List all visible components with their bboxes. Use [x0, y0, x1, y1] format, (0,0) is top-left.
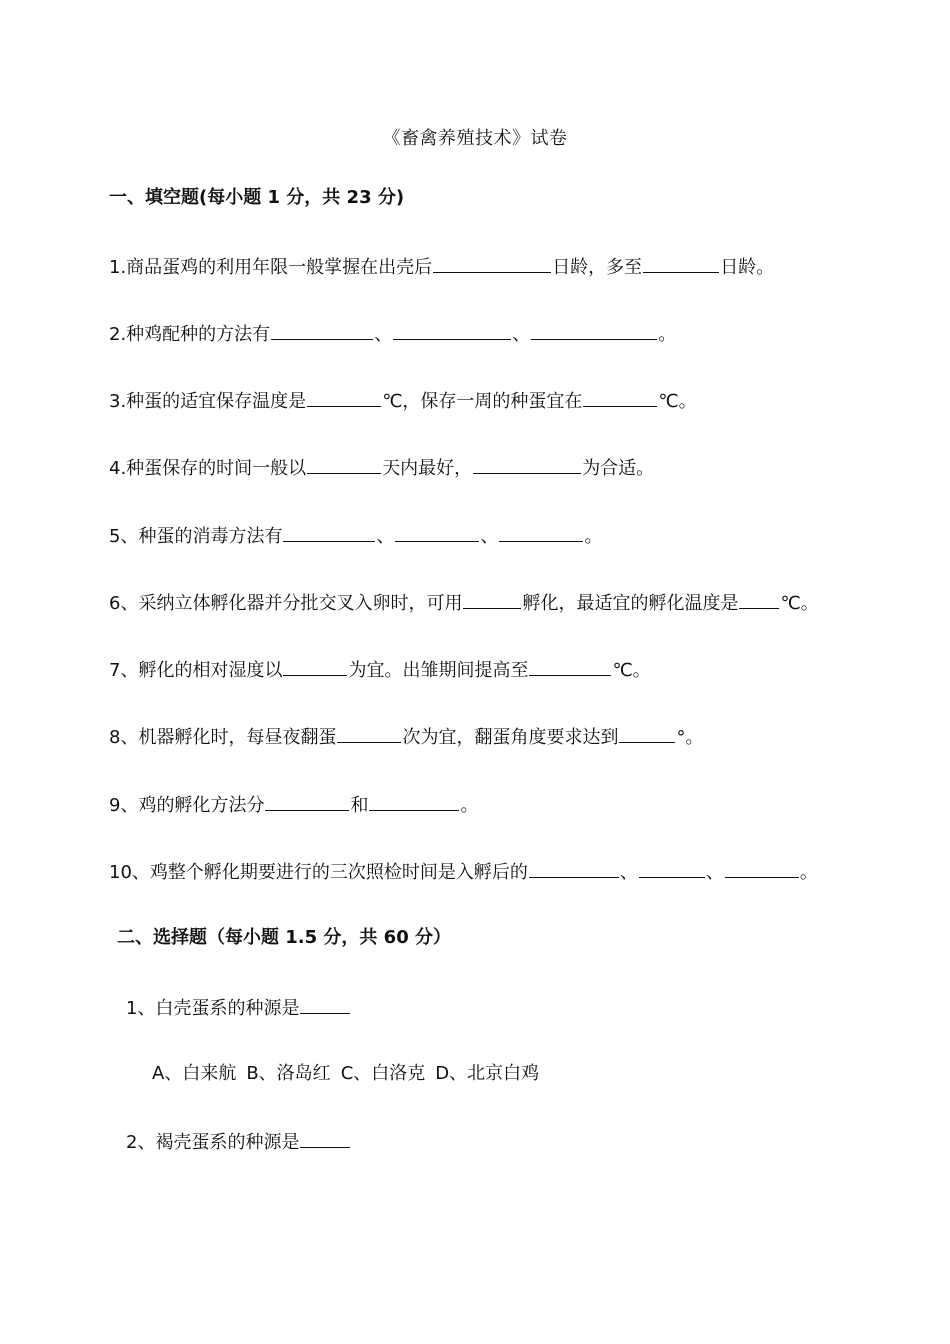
option-a[interactable]: A、白来航 [152, 1063, 237, 1084]
answer-blank[interactable] [300, 995, 350, 1014]
question-text: 和 [350, 795, 369, 816]
answer-blank[interactable] [337, 724, 401, 743]
question-text: 日龄，多至 [552, 257, 643, 278]
question-text: 6、采纳立体孵化器并分批交叉入卵时，可用 [109, 593, 463, 614]
option-b[interactable]: B、洛岛红 [246, 1063, 331, 1084]
question-text: ℃，保存一周的种蛋宜在 [382, 391, 583, 412]
answer-blank[interactable] [271, 321, 373, 340]
question-text: 2、褐壳蛋系的种源是 [126, 1132, 300, 1153]
answer-blank[interactable] [463, 590, 521, 609]
answer-blank[interactable] [393, 321, 511, 340]
question-text: 孵化，最适宜的孵化温度是 [522, 593, 739, 614]
question-text: 1.商品蛋鸡的利用年限一般掌握在出壳后 [109, 257, 433, 278]
question-text: 。 [799, 862, 818, 883]
answer-blank[interactable] [643, 254, 719, 273]
separator: 、 [512, 324, 531, 345]
exam-title: 《畜禽养殖技术》试卷 [382, 128, 568, 149]
question-text: ℃。 [780, 593, 819, 614]
question-2 [109, 321, 676, 347]
question-text: 。 [658, 324, 677, 345]
question-text: 8、机器孵化时，每昼夜翻蛋 [109, 727, 337, 748]
answer-blank[interactable] [265, 792, 349, 811]
question-8 [109, 724, 703, 750]
question-text: 1、白壳蛋系的种源是 [126, 998, 300, 1019]
answer-blank[interactable] [619, 724, 675, 743]
answer-blank[interactable] [639, 859, 705, 878]
section1-heading: 一、填空题(每小题 1 分，共 23 分) [109, 187, 405, 208]
answer-blank[interactable] [739, 590, 779, 609]
choice-options-1 [152, 1062, 549, 1086]
answer-blank[interactable] [283, 523, 375, 542]
answer-blank[interactable] [300, 1129, 350, 1148]
question-7 [109, 657, 651, 683]
separator: 、 [374, 324, 393, 345]
answer-blank[interactable] [307, 388, 381, 407]
question-text: 天内最好， [382, 458, 473, 479]
question-text: 。 [460, 795, 479, 816]
answer-blank[interactable] [433, 254, 551, 273]
answer-blank[interactable] [283, 657, 347, 676]
question-text: 5、种蛋的消毒方法有 [109, 526, 283, 547]
option-c[interactable]: C、白洛克 [340, 1063, 426, 1084]
answer-blank[interactable] [473, 455, 581, 474]
question-text: 次为宜，翻蛋角度要求达到 [402, 727, 619, 748]
answer-blank[interactable] [529, 657, 611, 676]
separator: 、 [705, 862, 724, 883]
answer-blank[interactable] [307, 455, 381, 474]
answer-blank[interactable] [725, 859, 799, 878]
answer-blank[interactable] [583, 388, 657, 407]
question-text: °。 [676, 727, 704, 748]
answer-blank[interactable] [529, 859, 619, 878]
question-text: 10、鸡整个孵化期要进行的三次照检时间是入孵后的 [109, 862, 528, 883]
choice-question-1 [126, 995, 351, 1021]
question-text: 为宜。出雏期间提高至 [348, 660, 529, 681]
question-text: 3.种蛋的适宜保存温度是 [109, 391, 307, 412]
option-d[interactable]: D、北京白鸡 [435, 1063, 540, 1084]
question-1 [109, 254, 774, 280]
separator: 、 [376, 526, 395, 547]
question-text: 7、孵化的相对湿度以 [109, 660, 283, 681]
question-4 [109, 455, 654, 481]
choice-question-2 [126, 1129, 351, 1155]
question-text: 为合适。 [582, 458, 655, 479]
question-text: 日龄。 [720, 257, 775, 278]
section2-heading: 二、选择题（每小题 1.5 分，共 60 分） [117, 927, 452, 948]
question-text: ℃。 [658, 391, 697, 412]
question-9 [109, 792, 478, 818]
separator: 、 [619, 862, 638, 883]
answer-blank[interactable] [531, 321, 657, 340]
question-text: 。 [584, 526, 603, 547]
question-text: 9、鸡的孵化方法分 [109, 795, 265, 816]
answer-blank[interactable] [499, 523, 583, 542]
separator: 、 [480, 526, 499, 547]
answer-blank[interactable] [395, 523, 479, 542]
question-text: ℃。 [612, 660, 651, 681]
question-text: 2.种鸡配种的方法有 [109, 324, 271, 345]
question-text: 4.种蛋保存的时间一般以 [109, 458, 307, 479]
question-5 [109, 523, 602, 549]
question-10 [109, 859, 818, 885]
question-6 [109, 590, 819, 616]
answer-blank[interactable] [369, 792, 459, 811]
question-3 [109, 388, 697, 414]
